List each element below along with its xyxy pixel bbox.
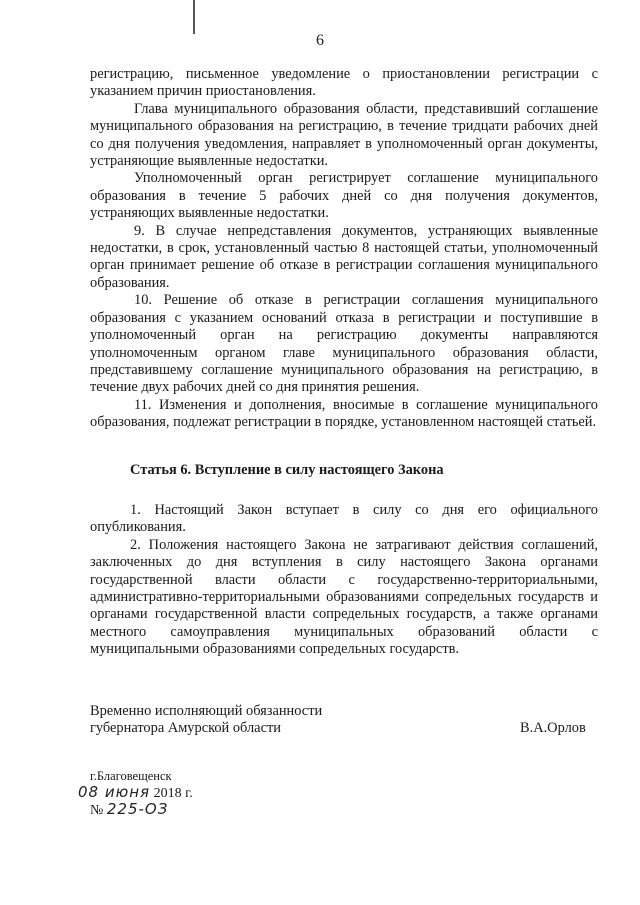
paragraph: 2. Положения настоящего Закона не затрагивают действия соглашений, заключенных до дня вступления в силу настоящего Закона органами государственной власти области с государственно-территориальными, административно-территориальными образованиями сопредельных государств и органами государственной власти сопредельных государств, а также органами местного самоуправления муниципальных образований области с муниципальными образованиями сопредельных государств. [90,536,598,658]
paragraph: регистрацию, письменное уведомление о приостановлении регистрации с указанием причин приостановления. [90,66,598,100]
paragraph: Глава муниципального образования области, представивший соглашение муниципального образования на регистрацию, в течение тридцати рабочих дней со дня получения уведомления, направляет в уполномоченный орган документы, устраняющие выявленные недостатки. [90,100,598,170]
signer-title-line: губернатора Амурской области [90,720,281,736]
body-text [90,66,598,432]
number-prefix: № [90,803,104,818]
paragraph: 1. Настоящий Закон вступает в силу со дня его официального опубликования. [90,502,598,536]
paragraph: 11. Изменения и дополнения, вносимые в соглашение муниципального образования, подлежат регистрации в порядке, установленном настоящей статьей. [90,396,598,431]
article-text [90,502,598,659]
signer-name: В.А.Орлов [520,720,586,736]
article-heading: Статья 6. Вступление в силу настоящего Закона [130,462,444,478]
handwritten-number: 225-ОЗ [106,800,169,818]
scan-artifact-line [193,0,195,34]
signer-title [90,703,322,737]
signer-title-line: Временно исполняющий обязанности [90,703,323,719]
handwritten-date: 08 июня [78,783,151,801]
paragraph: Уполномоченный орган регистрирует соглашение муниципального образования в течение 5 рабочих дней со дня получения документов, устраняющих выявленные недостатки. [90,170,598,222]
place-of-signing: г.Благовещенск [90,769,172,783]
paragraph: 9. В случае непредставления документов, устраняющих выявленные недостатки, в срок, установленный частью 8 настоящей статьи, уполномоченный орган принимает решение об отказе в регистрации соглашения муниципального образования. [90,222,598,291]
paragraph: 10. Решение об отказе в регистрации соглашения муниципального образования с указанием оснований отказа в регистрации и поступившие в уполномоченный орган на регистрацию документы направляются уполномоченным органом главе муниципального образования области, представившему соглашение муниципального образования на регистрацию, в течение двух рабочих дней со дня принятия решения. [90,292,598,396]
law-number [90,800,168,819]
date-year: 2018 г. [153,786,193,801]
page-number: 6 [316,32,324,49]
